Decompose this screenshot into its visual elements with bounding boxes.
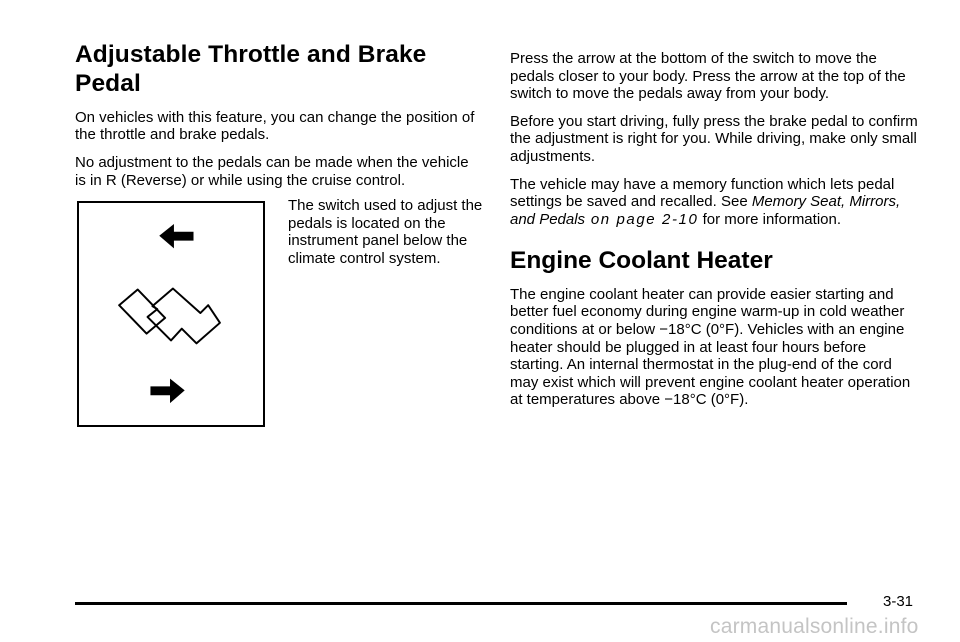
arrow-left-icon (159, 224, 193, 248)
section-heading-throttle-brake: Adjustable Throttle and Brake Pedal (75, 41, 427, 98)
left-column (75, 40, 483, 441)
paragraph: Before you start driving, fully press the brake pedal to confirm the adjustment is right for you. While driving, make only small adjustments. (510, 112, 918, 165)
right-column (510, 50, 920, 419)
figure-row (75, 197, 483, 441)
footer-divider (75, 602, 847, 605)
paragraph: No adjustment to the pedals can be made when the vehicle is in R (Reverse) or while using the cruise control. (75, 153, 469, 189)
paragraph: On vehicles with this feature, you can change the position of the throttle and brake pedals. (75, 108, 475, 144)
page-number: 3-31 (883, 593, 914, 610)
paragraph-text: for more information. (698, 210, 842, 228)
paragraph-text: The vehicle may have a memory function which lets pedal settings be saved and recalled. See (510, 175, 895, 211)
paragraph: The engine coolant heater can provide easier starting and better fuel economy during engine warm-up in cold weather conditions at or below −18°C (0°F). Vehicles with an engine heater should be plugged in at least four hours before starting. An internal thermostat in the plug-end of the cord may exist which will prevent engine coolant heater operation at temperatures above −18°C (0°F). (510, 285, 911, 409)
paragraph-memory (510, 176, 920, 229)
cross-reference-page[interactable]: on page 2‑10 (585, 210, 699, 228)
figure-caption: The switch used to adjust the pedals is located on the instrument panel below the climate control system. (288, 197, 483, 267)
pedal-icon (119, 289, 220, 344)
watermark: carmanualsonline.info (710, 615, 919, 638)
paragraph: Press the arrow at the bottom of the switch to move the pedals closer to your body. Press the arrow at the top of the switch to move the pedals away from your body. (510, 50, 906, 103)
pedal-switch-illustration (79, 203, 263, 425)
cross-reference-link[interactable]: Memory Seat, Mirrors, and Pedals (510, 193, 901, 228)
pedal-switch-figure (77, 201, 265, 427)
arrow-right-icon (150, 379, 184, 403)
section-heading-coolant-heater: Engine Coolant Heater (510, 247, 773, 275)
